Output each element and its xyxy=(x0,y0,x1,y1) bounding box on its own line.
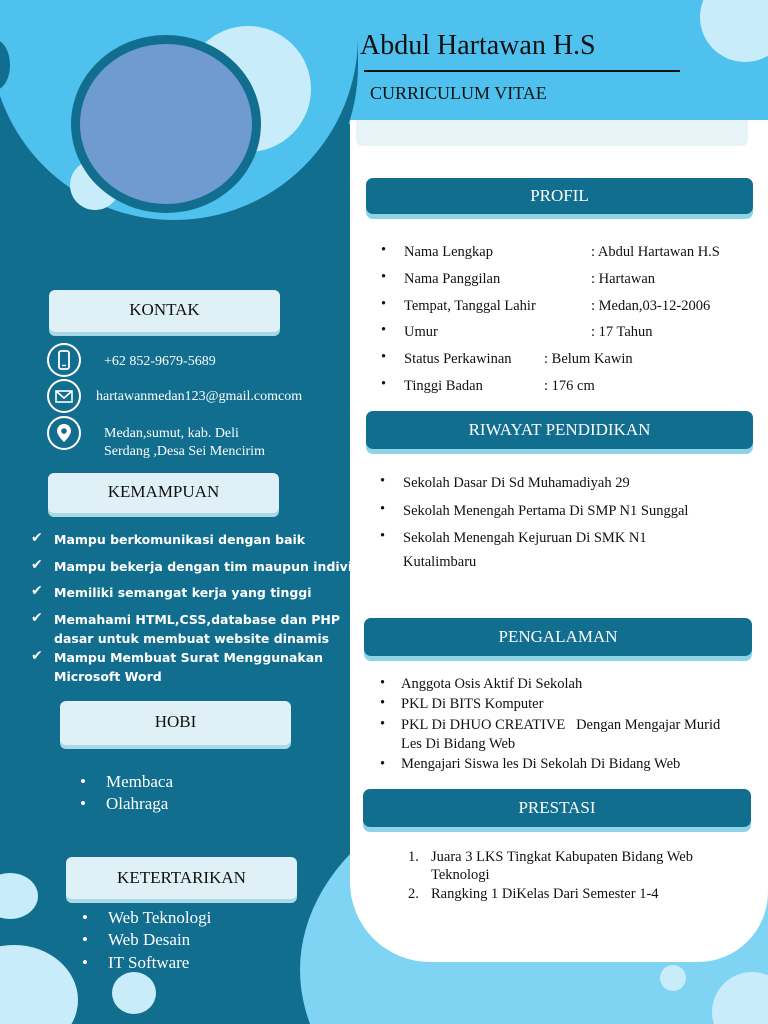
contact-phone: +62 852-9679-5689 xyxy=(104,354,216,369)
section-header-ketertarikan: KETERTARIKAN xyxy=(66,857,297,899)
pengalaman-item-continued: Les Di Bidang Web xyxy=(401,736,516,752)
mail-icon xyxy=(47,379,81,413)
pengalaman-item: Mengajari Siswa les Di Sekolah Di Bidang Web xyxy=(401,756,681,772)
kemampuan-item: Memiliki semangat kerja yang tinggi xyxy=(54,585,312,600)
check-icon: ✔ xyxy=(31,583,43,599)
decor-circle xyxy=(660,965,686,991)
check-icon: ✔ xyxy=(31,648,43,664)
prestasi-number: 1. xyxy=(408,849,419,865)
pengalaman-item: Anggota Osis Aktif Di Sekolah xyxy=(401,676,583,692)
decor-circle xyxy=(112,972,156,1014)
prestasi-item: Juara 3 LKS Tingkat Kabupaten Bidang Web xyxy=(431,849,693,865)
profil-label: Nama Lengkap xyxy=(404,244,493,260)
pendidikan-item: Sekolah Menengah Pertama Di SMP N1 Sunggal xyxy=(403,503,689,519)
kemampuan-item: Mampu bekerja dengan tim maupun individu xyxy=(54,559,370,574)
contact-address-line1: Medan,sumut, kab. Deli xyxy=(104,426,239,441)
section-header-hobi: HOBI xyxy=(60,701,291,745)
section-header-profil: PROFIL xyxy=(366,178,753,214)
contact-email: hartawanmedan123@gmail.comcom xyxy=(96,389,303,404)
profil-label: Umur xyxy=(404,324,438,340)
pendidikan-item-continued: Kutalimbaru xyxy=(403,554,477,570)
kemampuan-item: Mampu berkomunikasi dengan baik xyxy=(54,532,306,547)
pendidikan-item: Sekolah Dasar Di Sd Muhamadiyah 29 xyxy=(403,475,630,491)
profil-label: Tinggi Badan xyxy=(404,378,483,394)
section-header-kemampuan: KEMAMPUAN xyxy=(48,473,279,513)
profil-label: Nama Panggilan xyxy=(404,271,501,287)
cv-subtitle: CURRICULUM VITAE xyxy=(370,83,547,103)
name-underline xyxy=(364,70,680,72)
check-icon: ✔ xyxy=(31,557,43,573)
profil-value: : Hartawan xyxy=(591,271,656,287)
check-icon: ✔ xyxy=(31,610,43,626)
prestasi-number: 2. xyxy=(408,886,419,902)
prestasi-item-continued: Teknologi xyxy=(431,867,490,883)
ketertarikan-item: • Web Desain xyxy=(108,930,190,950)
section-header-pengalaman: PENGALAMAN xyxy=(364,618,752,656)
pengalaman-item: PKL Di BITS Komputer xyxy=(401,696,544,712)
profil-value: : Belum Kawin xyxy=(544,351,633,367)
profile-photo xyxy=(71,35,261,213)
profil-label: Tempat, Tanggal Lahir xyxy=(404,298,536,314)
content-card-top-strip xyxy=(356,120,748,146)
hobi-item: • Olahraga xyxy=(106,794,168,814)
pendidikan-item: Sekolah Menengah Kejuruan Di SMK N1 xyxy=(403,530,647,546)
kemampuan-item: Memahami HTML,CSS,database dan PHP xyxy=(54,612,340,627)
full-name: Abdul Hartawan H.S xyxy=(360,30,596,61)
profil-label: Status Perkawinan xyxy=(404,351,512,367)
profil-value: : 17 Tahun xyxy=(591,324,653,340)
profil-value: : Abdul Hartawan H.S xyxy=(591,244,720,260)
section-header-prestasi: PRESTASI xyxy=(363,789,751,827)
kemampuan-item-continued: Microsoft Word xyxy=(54,669,162,684)
contact-address-line2: Serdang ,Desa Sei Mencirim xyxy=(104,444,265,459)
profil-value: : 176 cm xyxy=(544,378,595,394)
section-header-pendidikan: RIWAYAT PENDIDIKAN xyxy=(366,411,753,449)
profil-value: : Medan,03-12-2006 xyxy=(591,298,711,314)
phone-icon xyxy=(47,343,81,377)
section-header-kontak: KONTAK xyxy=(49,290,280,332)
ketertarikan-item: • IT Software xyxy=(108,953,189,973)
pengalaman-item: PKL Di DHUO CREATIVE Dengan Mengajar Murid xyxy=(401,717,721,733)
ketertarikan-item: • Web Teknologi xyxy=(108,908,211,928)
check-icon: ✔ xyxy=(31,530,43,546)
kemampuan-item-continued: dasar untuk membuat website dinamis xyxy=(54,631,330,646)
hobi-item: • Membaca xyxy=(106,772,173,792)
kemampuan-item: Mampu Membuat Surat Menggunakan xyxy=(54,650,324,665)
prestasi-item: Rangking 1 DiKelas Dari Semester 1-4 xyxy=(431,886,659,902)
location-pin-icon xyxy=(47,416,81,450)
